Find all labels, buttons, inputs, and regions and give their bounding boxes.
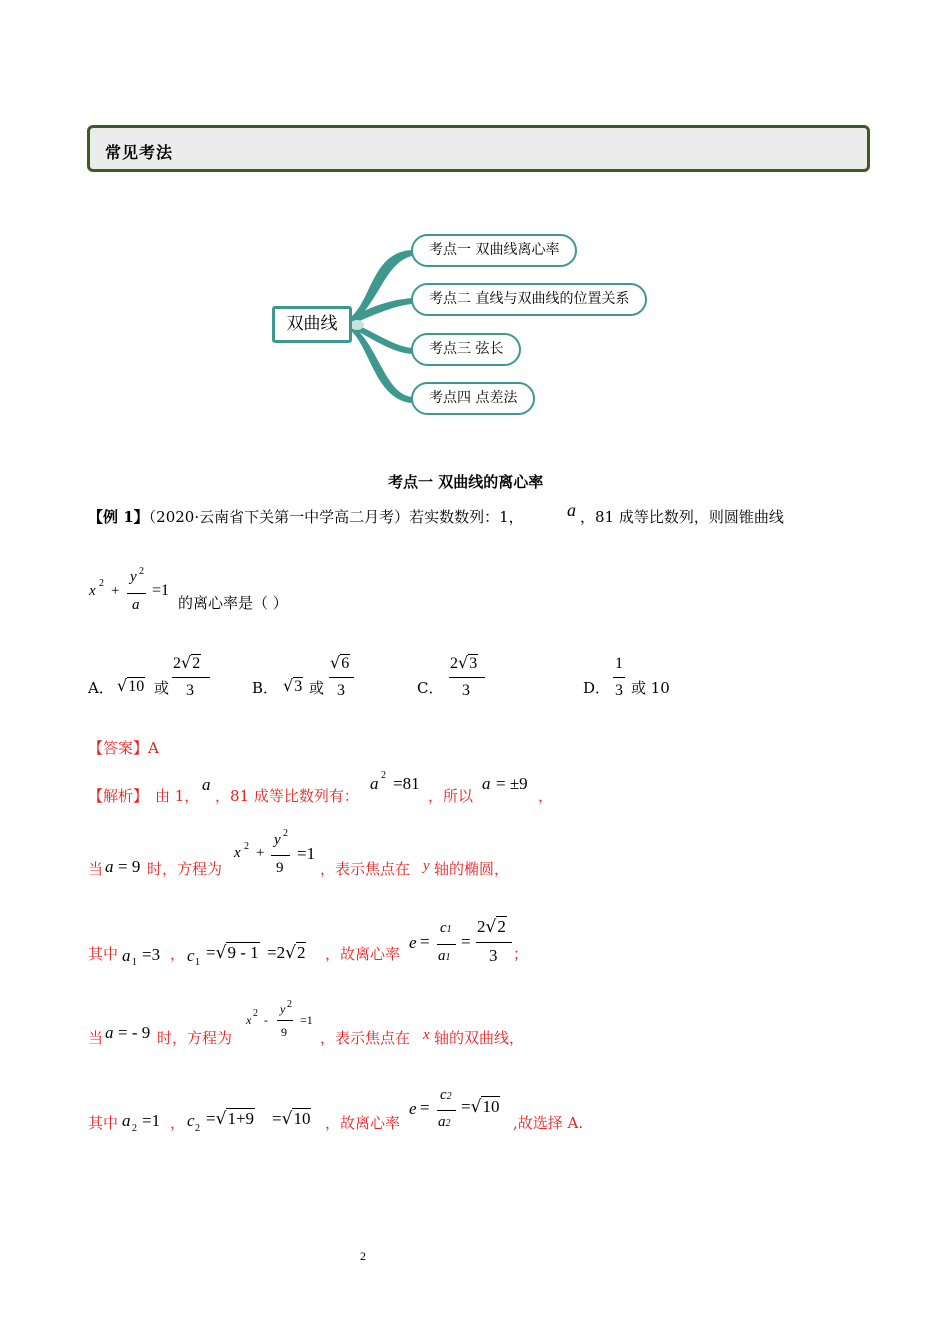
- analysis-l1-a2: a: [370, 774, 379, 793]
- analysis-l5-bar: [437, 1110, 456, 1111]
- eq-y: y: [130, 569, 137, 585]
- analysis-l3-c1-var: c: [187, 946, 195, 965]
- analysis-l4-y: y: [280, 1002, 286, 1016]
- analysis-l5-end: ,故选择 A.: [513, 1114, 584, 1132]
- analysis-l3-eq: =: [420, 932, 430, 951]
- analysis-l5-a2-var: a: [122, 1111, 131, 1130]
- analysis-l2-a: 当: [88, 860, 104, 878]
- analysis-l2-var: a: [105, 857, 114, 876]
- analysis-l3-den-a: a1: [438, 948, 451, 964]
- option-c-label: C．: [417, 679, 444, 697]
- analysis-l1-end: ，: [538, 787, 554, 805]
- analysis-l3-a1-sub: 1: [132, 957, 137, 968]
- analysis-l2-y: y: [274, 832, 281, 848]
- analysis-l4-a: 当: [88, 1029, 104, 1047]
- option-d-num: 1: [615, 655, 623, 672]
- option-a-bar: [172, 677, 210, 678]
- example-rest: ，81 成等比数列，则圆锥曲线: [580, 508, 784, 526]
- analysis-l2-bar: [271, 855, 290, 856]
- mindmap-branch-4: [350, 324, 412, 403]
- mindmap-node-1: 考点一 双曲线离心率: [411, 234, 577, 267]
- analysis-l3-bar-2: [476, 942, 512, 943]
- analysis-l5-a2-sub: 2: [132, 1123, 137, 1134]
- analysis-l3-a: 其中: [88, 945, 119, 963]
- analysis-l3-den: 3: [489, 946, 498, 965]
- eq-x-sup: 2: [99, 578, 104, 589]
- analysis-l2-axis: y: [423, 858, 430, 874]
- option-a-den: 3: [186, 682, 194, 699]
- analysis-l4-x-sup: 2: [253, 1008, 258, 1019]
- analysis-l2-eq1: =1: [297, 844, 316, 863]
- analysis-l3-num: 2√2: [477, 917, 506, 937]
- page-number: 2: [360, 1249, 366, 1263]
- option-a-sqrt: √10: [117, 676, 145, 695]
- option-c-bar: [449, 677, 485, 678]
- analysis-l1-a2-sup: 2: [381, 770, 386, 781]
- option-a-label: A．: [88, 679, 114, 697]
- option-d-bar: [613, 677, 625, 678]
- analysis-l2-cond: = 9: [118, 857, 141, 876]
- analysis-label: 【解析】: [88, 787, 149, 805]
- analysis-l5-a2: =1: [142, 1111, 161, 1130]
- mindmap-root: 双曲线: [272, 306, 352, 343]
- option-b-bar: [329, 677, 354, 678]
- analysis-l1-b: ，81 成等比数列有：: [215, 787, 359, 805]
- analysis-l4-bar: [277, 1020, 293, 1021]
- analysis-l1-a3: a: [482, 774, 491, 793]
- example-var-a: a: [567, 500, 576, 520]
- analysis-l2-d: 轴的椭圆，: [434, 860, 510, 878]
- analysis-l4-axis: x: [423, 1027, 430, 1043]
- example-source: （2020·云南省下关第一中学高二月考）若实数数列：1，: [148, 508, 524, 526]
- analysis-l3-num-c: c1: [440, 920, 452, 936]
- analysis-l5-b: ，: [170, 1114, 186, 1132]
- topic-heading: 考点一 双曲线的离心率: [388, 473, 544, 491]
- analysis-l3-e: e: [409, 933, 417, 952]
- analysis-l1-eq: =81: [393, 774, 420, 793]
- analysis-l1-a: 由 1，: [155, 787, 200, 805]
- analysis-l3-c1-eq: =√9 - 1: [206, 943, 259, 963]
- analysis-l2-x-sup: 2: [244, 841, 249, 852]
- analysis-l5-c: ，故离心率: [325, 1114, 401, 1132]
- option-b-or: 或: [309, 679, 325, 697]
- analysis-l5-num-c: c2: [440, 1087, 452, 1103]
- analysis-l3-eq2: =: [461, 932, 471, 951]
- eq-x: x: [89, 583, 96, 599]
- analysis-l2-c: ，表示焦点在: [320, 860, 411, 878]
- analysis-l5-eq: =: [420, 1098, 430, 1117]
- option-b-num: √6: [330, 653, 350, 672]
- analysis-l5-e: e: [409, 1099, 417, 1118]
- analysis-l3-a1: =3: [142, 945, 161, 964]
- analysis-l5-c2-eq: =√1+9: [206, 1109, 255, 1129]
- analysis-l3-c: ，故离心率: [325, 945, 401, 963]
- analysis-l4-y-sup: 2: [287, 999, 292, 1010]
- analysis-l2-plus: +: [256, 845, 265, 861]
- analysis-l5-c2-var: c: [187, 1111, 195, 1130]
- option-c-num: 2√3: [450, 653, 478, 672]
- mindmap-node-4: 考点四 点差法: [411, 382, 535, 415]
- analysis-l3-bar-1: [437, 944, 456, 945]
- analysis-l4-minus: -: [264, 1013, 268, 1027]
- analysis-l4-cond: = - 9: [118, 1023, 151, 1042]
- option-b-sqrt: √3: [283, 676, 303, 695]
- option-d-label: D．: [583, 679, 611, 697]
- analysis-l3-c1-sub: 1: [195, 957, 200, 968]
- option-d-or: 或 10: [631, 679, 670, 697]
- option-a-or: 或: [154, 679, 170, 697]
- analysis-l4-var: a: [105, 1023, 114, 1042]
- analysis-l4-c: ，表示焦点在: [320, 1029, 411, 1047]
- analysis-l1-var: a: [202, 775, 211, 794]
- option-d-den: 3: [615, 682, 623, 699]
- eq-equals-one: =1: [152, 582, 170, 599]
- eq-y-sup: 2: [139, 566, 144, 577]
- analysis-l3-b: ，: [170, 945, 186, 963]
- analysis-l5-res: =√10: [461, 1097, 500, 1117]
- mindmap-node-3: 考点三 弦长: [411, 333, 521, 366]
- analysis-l1-c: ，所以: [428, 787, 474, 805]
- eq-frac-bar: [127, 593, 146, 594]
- example-line-1: [88, 506, 524, 527]
- analysis-l5-a: 其中: [88, 1114, 119, 1132]
- analysis-l2-y-sup: 2: [283, 828, 288, 839]
- analysis-l3-a1-var: a: [122, 946, 131, 965]
- example-label: 【例 1】: [88, 508, 149, 526]
- analysis-l3-val: =2√2: [267, 943, 306, 963]
- analysis-l4-eq1: =1: [300, 1013, 313, 1027]
- section-header-title: 常见考法: [105, 143, 174, 162]
- eq-plus: +: [111, 583, 120, 599]
- analysis-l2-b: 时，方程为: [147, 860, 223, 878]
- analysis-l3-end: ；: [513, 945, 529, 963]
- analysis-l5-c2-sub: 2: [195, 1123, 200, 1134]
- eq-den: a: [132, 597, 140, 613]
- answer: 【答案】A: [88, 739, 159, 757]
- analysis-l2-x: x: [234, 845, 241, 861]
- option-b-den: 3: [337, 682, 345, 699]
- option-c-den: 3: [462, 682, 470, 699]
- option-b-label: B．: [252, 679, 279, 697]
- mindmap-junction: [350, 320, 364, 330]
- analysis-l4-b: 时，方程为: [157, 1029, 233, 1047]
- mindmap-connectors: [0, 0, 950, 440]
- analysis-l4-x: x: [246, 1013, 252, 1027]
- mindmap-node-2: 考点二 直线与双曲线的位置关系: [411, 283, 647, 316]
- question-tail: 的离心率是（ ）: [178, 594, 288, 612]
- analysis-l1-res: = ±9: [496, 774, 528, 793]
- analysis-l4-d: 轴的双曲线，: [434, 1029, 525, 1047]
- analysis-l4-den: 9: [281, 1025, 287, 1039]
- analysis-l5-den-a: a2: [438, 1114, 451, 1130]
- analysis-l2-den: 9: [276, 860, 284, 876]
- option-a-num: 2√2: [173, 653, 201, 672]
- analysis-l5-val: =√10: [272, 1109, 311, 1129]
